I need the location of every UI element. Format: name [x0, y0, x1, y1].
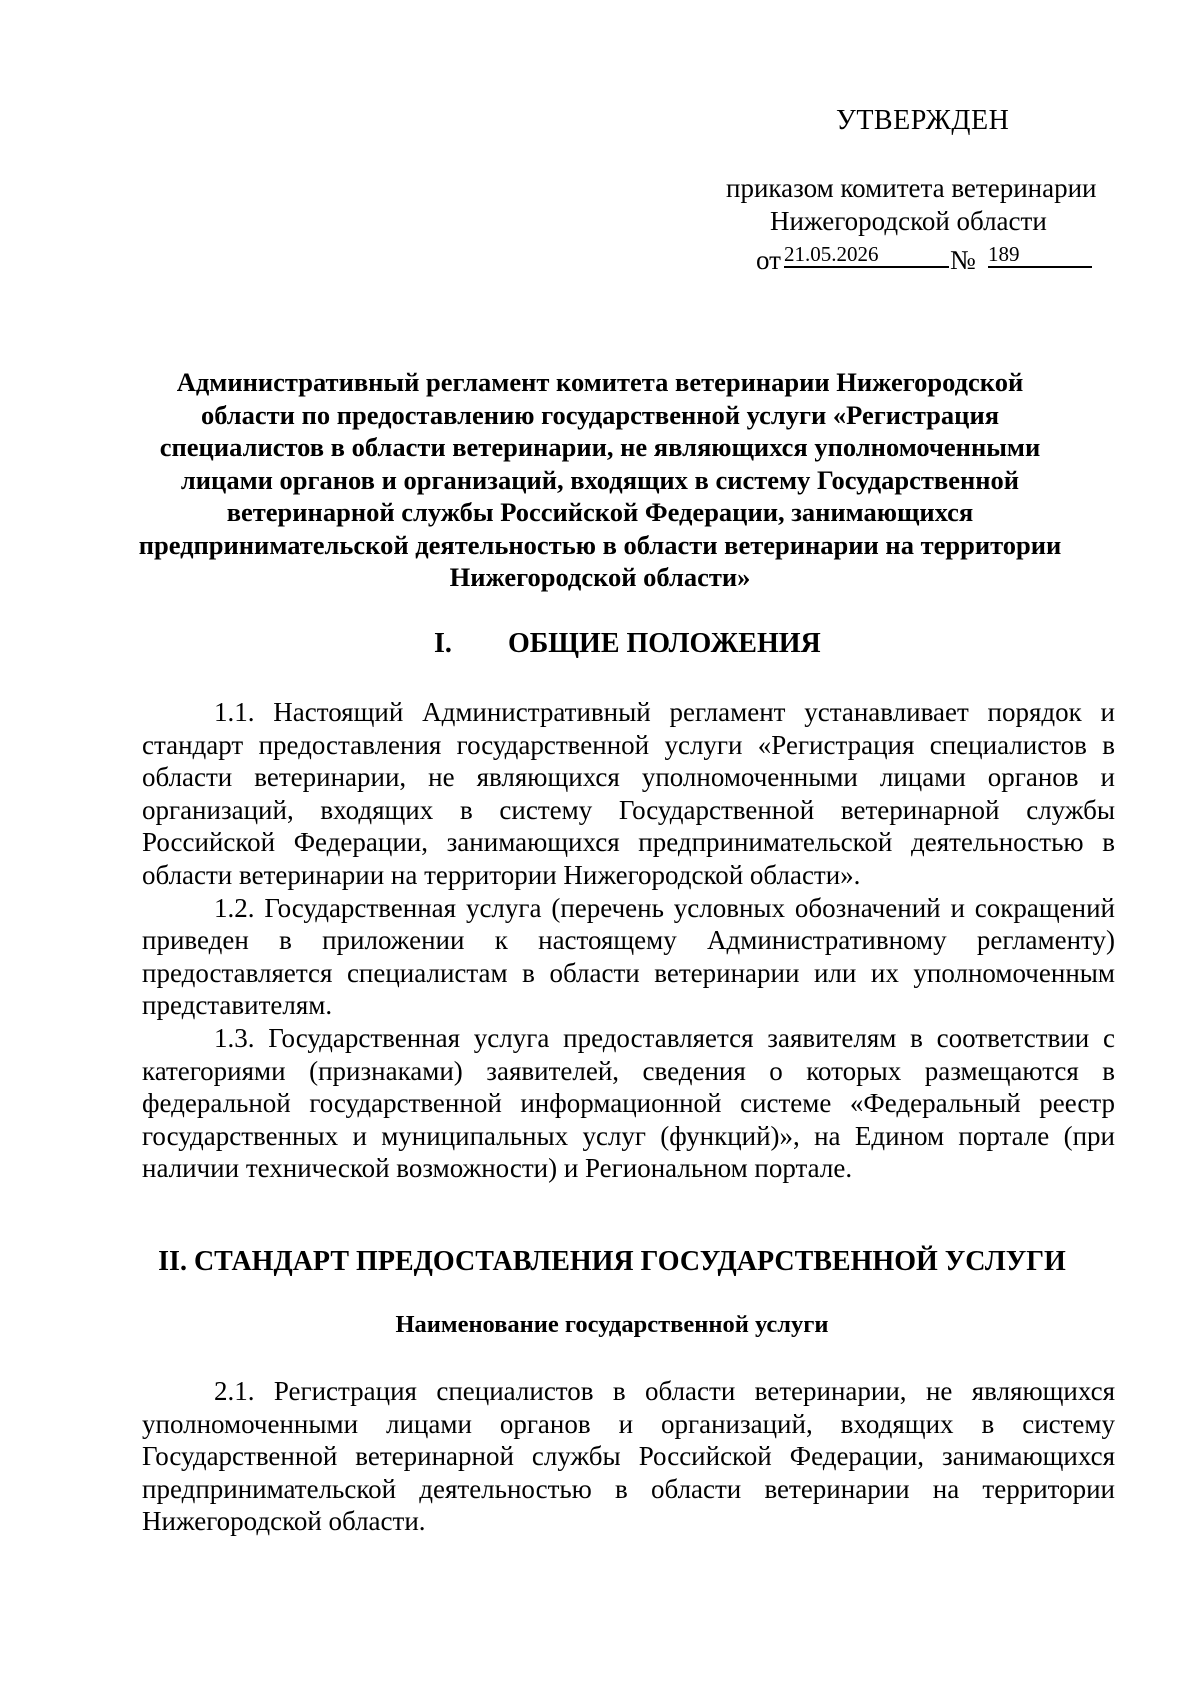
- section2-subheading: Наименование государственной услуги: [395, 1311, 829, 1338]
- approval-number: 189: [988, 238, 1092, 268]
- section2-title: II. СТАНДАРТ ПРЕДОСТАВЛЕНИЯ ГОСУДАРСТВЕННОЙ УСЛУГИ: [158, 1246, 1066, 1277]
- number-sign: №: [950, 245, 976, 275]
- paragraph-1-3: 1.3. Государственная услуга предоставляется заявителям в соответствии с категориями (признаками) заявителей, сведения о которых размещаются в федеральной государственной информационной системе «Федеральный реестр государственных и муниципальных услуг (функций)», на Едином портале (при наличии технической возможности) и Региональном портале.: [142, 1022, 1115, 1184]
- paragraph-1-2: 1.2. Государственная услуга (перечень условных обозначений и сокращений приведен в приложении к настоящему Административному регламенту) предоставляется специалистам в области ветеринарии или их уполномоченным представителям.: [142, 892, 1115, 1021]
- section1-title: ОБЩИЕ ПОЛОЖЕНИЯ: [508, 628, 821, 659]
- paragraph-1-1: 1.1. Настоящий Административный регламент устанавливает порядок и стандарт предоставления государственной услуги «Регистрация специалистов в области ветеринарии, не являющихся уполномоченными лицами органов и организаций, входящих в систему Государственной ветеринарной службы Российской Федерации, занимающихся предпринимательской деятельностью в области ветеринарии на территории Нижегородской области».: [142, 697, 1115, 890]
- approval-order-line2: Нижегородской области: [770, 206, 1047, 236]
- paragraph-2-1: 2.1. Регистрация специалистов в области ветеринарии, не являющихся уполномоченными лицами органов и организаций, входящих в систему Государственной ветеринарной службы Российской Федерации, занимающихся предпринимательской деятельностью в области ветеринарии на территории Нижегородской области.: [142, 1376, 1115, 1537]
- approval-title: УТВЕРЖДЕН: [836, 105, 1010, 136]
- section1-number: I.: [434, 628, 452, 659]
- document-title: Административный регламент комитета ветеринарии Нижегородской области по предоставлению государственной услуги «Регистрация специалистов в области ветеринарии, не являющихся уполномоченными лицами органов и организаций, входящих в систему Государственной ветеринарной службы Российской Федерации, занимающихся предпринимательской деятельностью в области ветеринарии на территории Нижегородской области»: [138, 367, 1062, 592]
- from-label: от: [756, 245, 781, 275]
- section2-body: [142, 1375, 1115, 1538]
- section1-body: [142, 696, 1115, 1185]
- approval-date: 21.05.2026: [784, 238, 949, 268]
- approval-order-line1: приказом комитета ветеринарии: [726, 173, 1097, 203]
- approval-date-line: [756, 238, 1096, 275]
